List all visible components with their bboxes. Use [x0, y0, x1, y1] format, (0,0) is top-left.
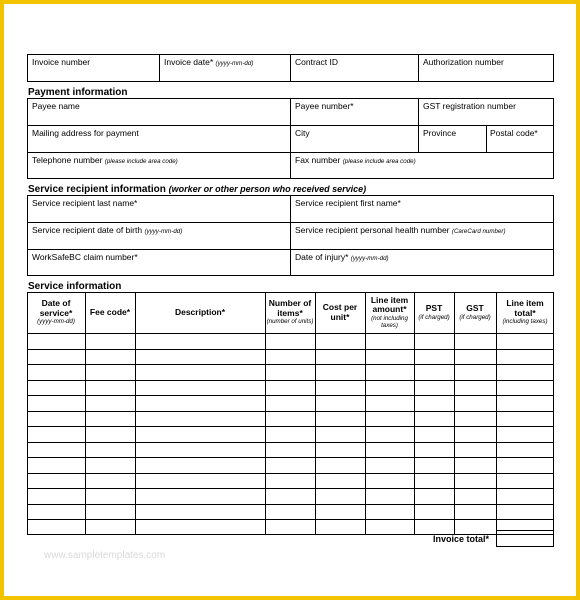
table-cell[interactable] [135, 364, 265, 380]
table-cell[interactable] [315, 488, 365, 504]
table-cell[interactable] [365, 442, 414, 458]
table-cell[interactable] [454, 349, 496, 365]
table-cell[interactable] [414, 457, 454, 473]
column-header: PST (if charged) [418, 303, 450, 321]
column-header: Date of service* (yyyy-mm-dd) [37, 298, 75, 326]
table-cell[interactable] [85, 442, 135, 458]
table-cell[interactable] [85, 519, 135, 535]
table-cell[interactable] [27, 504, 85, 520]
table-cell[interactable] [265, 488, 315, 504]
column-header: Line item total* (including taxes) [502, 298, 548, 326]
table-cell[interactable] [265, 457, 315, 473]
table-cell[interactable] [414, 473, 454, 489]
invoice-form [4, 4, 576, 596]
payee-number-field[interactable]: Payee number* [295, 101, 354, 111]
table-cell[interactable] [85, 411, 135, 427]
recipient-last-name-field[interactable]: Service recipient last name* [32, 198, 138, 208]
table-cell[interactable] [365, 473, 414, 489]
invoice-total-label: Invoice total* [433, 534, 490, 544]
injury-date-field[interactable]: Date of injury* (yyyy-mm-dd) [295, 252, 389, 262]
table-cell[interactable] [496, 504, 554, 520]
column-header: Fee code* [89, 306, 131, 317]
table-cell[interactable] [315, 473, 365, 489]
table-cell[interactable] [85, 349, 135, 365]
table-cell[interactable] [135, 473, 265, 489]
table-cell[interactable] [265, 473, 315, 489]
table-cell[interactable] [315, 504, 365, 520]
table-cell[interactable] [135, 411, 265, 427]
table-cell[interactable] [454, 473, 496, 489]
table-cell[interactable] [27, 488, 85, 504]
table-cell[interactable] [414, 395, 454, 411]
table-cell[interactable] [85, 395, 135, 411]
table-cell[interactable] [135, 442, 265, 458]
table-cell[interactable] [496, 457, 554, 473]
table-cell[interactable] [27, 380, 85, 396]
table-cell[interactable] [315, 364, 365, 380]
claim-number-field[interactable]: WorkSafeBC claim number* [32, 252, 138, 262]
table-cell[interactable] [85, 380, 135, 396]
table-cell[interactable] [365, 411, 414, 427]
table-cell[interactable] [496, 364, 554, 380]
table-cell[interactable] [454, 504, 496, 520]
table-cell[interactable] [85, 426, 135, 442]
table-cell[interactable] [135, 333, 265, 349]
table-cell[interactable] [365, 333, 414, 349]
table-cell[interactable] [315, 333, 365, 349]
city-field[interactable]: City [295, 128, 310, 138]
table-cell[interactable] [27, 519, 85, 535]
payee-name-field[interactable]: Payee name [32, 101, 80, 111]
table-cell[interactable] [135, 457, 265, 473]
table-cell[interactable] [365, 457, 414, 473]
postal-code-field[interactable]: Postal code* [490, 128, 538, 138]
table-cell[interactable] [414, 519, 454, 535]
table-cell[interactable] [365, 426, 414, 442]
invoice-number-field[interactable]: Invoice number [32, 57, 91, 67]
table-cell[interactable] [135, 380, 265, 396]
province-field[interactable]: Province [423, 128, 457, 138]
recipient-phn-field[interactable]: Service recipient personal health number (CareCard number) [295, 225, 506, 235]
watermark: www.sampletemplates.com [44, 550, 166, 561]
payment-section-title: Payment information [28, 87, 128, 98]
table-cell[interactable] [414, 504, 454, 520]
table-cell[interactable] [496, 333, 554, 349]
table-cell[interactable] [85, 488, 135, 504]
table-cell[interactable] [265, 519, 315, 535]
table-cell[interactable] [496, 349, 554, 365]
table-cell[interactable] [454, 457, 496, 473]
table-cell[interactable] [496, 395, 554, 411]
table-cell[interactable] [496, 442, 554, 458]
table-cell[interactable] [454, 380, 496, 396]
table-cell[interactable] [365, 519, 414, 535]
table-cell[interactable] [27, 473, 85, 489]
table-cell[interactable] [454, 519, 496, 535]
table-cell[interactable] [365, 395, 414, 411]
table-cell[interactable] [27, 411, 85, 427]
table-cell[interactable] [414, 442, 454, 458]
table-cell[interactable] [315, 349, 365, 365]
table-cell[interactable] [365, 380, 414, 396]
recipient-section-title: Service recipient information (worker or other person who received service) [28, 184, 367, 195]
table-cell[interactable] [27, 333, 85, 349]
table-cell[interactable] [135, 395, 265, 411]
table-cell[interactable] [454, 395, 496, 411]
table-cell[interactable] [496, 426, 554, 442]
invoice-date-field[interactable]: Invoice date* (yyyy-mm-dd) [164, 57, 254, 67]
table-cell[interactable] [496, 488, 554, 504]
table-cell[interactable] [454, 442, 496, 458]
recipient-first-name-field[interactable]: Service recipient first name* [295, 198, 401, 208]
table-cell[interactable] [454, 426, 496, 442]
invoice-total-input[interactable] [496, 530, 554, 547]
mailing-address-field[interactable]: Mailing address for payment [32, 128, 139, 138]
table-cell[interactable] [414, 488, 454, 504]
table-cell[interactable] [365, 364, 414, 380]
table-cell[interactable] [315, 457, 365, 473]
table-cell[interactable] [454, 411, 496, 427]
table-cell[interactable] [135, 519, 265, 535]
table-cell[interactable] [265, 442, 315, 458]
column-header: GST (if charged) [459, 303, 491, 321]
column-header: Line item amount* (not including taxes) [370, 294, 409, 329]
column-header: Cost per unit* [322, 302, 358, 322]
authorization-number-field[interactable]: Authorization number [423, 57, 504, 67]
table-cell[interactable] [265, 411, 315, 427]
table-cell[interactable] [315, 411, 365, 427]
table-cell[interactable] [414, 411, 454, 427]
table-cell[interactable] [315, 426, 365, 442]
table-cell[interactable] [496, 411, 554, 427]
fax-field[interactable]: Fax number (please include area code) [295, 155, 416, 165]
table-cell[interactable] [135, 488, 265, 504]
table-cell[interactable] [315, 519, 365, 535]
table-cell[interactable] [85, 504, 135, 520]
table-cell[interactable] [265, 349, 315, 365]
telephone-field[interactable]: Telephone number (please include area code) [32, 155, 178, 165]
table-cell[interactable] [85, 457, 135, 473]
table-cell[interactable] [454, 488, 496, 504]
table-cell[interactable] [85, 364, 135, 380]
table-cell[interactable] [27, 349, 85, 365]
table-cell[interactable] [365, 488, 414, 504]
table-cell[interactable] [27, 364, 85, 380]
table-cell[interactable] [265, 380, 315, 396]
table-cell[interactable] [414, 380, 454, 396]
table-cell[interactable] [315, 442, 365, 458]
table-cell[interactable] [315, 380, 365, 396]
table-cell[interactable] [85, 473, 135, 489]
table-cell[interactable] [414, 364, 454, 380]
column-header: Number of items* (number of units) [266, 298, 314, 326]
table-cell[interactable] [365, 504, 414, 520]
column-header: Description* [174, 306, 226, 317]
table-cell[interactable] [27, 442, 85, 458]
table-cell[interactable] [496, 380, 554, 396]
gst-registration-field[interactable]: GST registration number [423, 101, 516, 111]
service-section-title: Service information [28, 281, 122, 292]
table-cell[interactable] [414, 333, 454, 349]
table-cell[interactable] [27, 457, 85, 473]
table-cell[interactable] [265, 504, 315, 520]
table-cell[interactable] [414, 426, 454, 442]
table-cell[interactable] [454, 333, 496, 349]
table-cell[interactable] [414, 349, 454, 365]
table-cell[interactable] [454, 364, 496, 380]
table-cell[interactable] [365, 349, 414, 365]
table-cell[interactable] [135, 349, 265, 365]
table-cell[interactable] [135, 426, 265, 442]
recipient-dob-field[interactable]: Service recipient date of birth (yyyy-mm-dd) [32, 225, 183, 235]
table-cell[interactable] [265, 333, 315, 349]
table-cell[interactable] [265, 395, 315, 411]
table-cell[interactable] [496, 473, 554, 489]
table-cell[interactable] [85, 333, 135, 349]
table-cell[interactable] [265, 426, 315, 442]
table-cell[interactable] [265, 364, 315, 380]
table-cell[interactable] [27, 395, 85, 411]
contract-id-field[interactable]: Contract ID [295, 57, 338, 67]
table-cell[interactable] [135, 504, 265, 520]
table-cell[interactable] [27, 426, 85, 442]
table-cell[interactable] [315, 395, 365, 411]
